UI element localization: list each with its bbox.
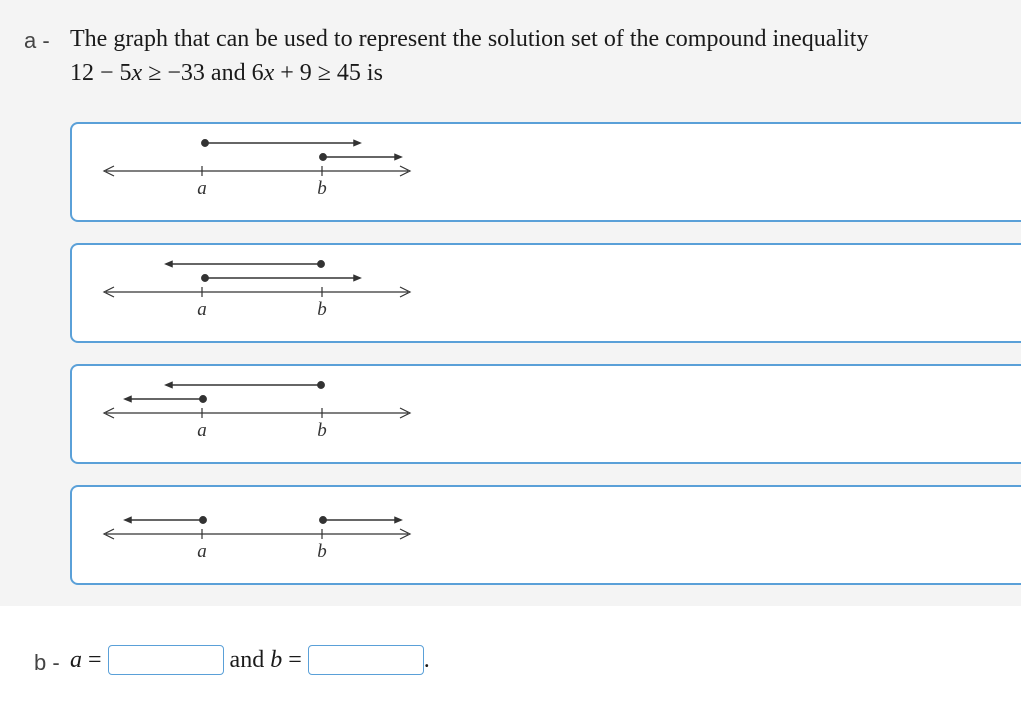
number-line-axis [104, 287, 410, 297]
number-line-graph-a [72, 124, 492, 224]
equals-sign: = [282, 647, 302, 673]
solution-ray-2 [320, 517, 401, 523]
part-a-marker: a - [24, 28, 50, 53]
choice-a[interactable] [70, 122, 1021, 222]
inequality-1-right: ≥ −33 and 6 [142, 60, 264, 86]
solution-ray-2 [320, 154, 401, 160]
solution-ray-2 [125, 396, 206, 402]
choice-c[interactable] [70, 364, 1021, 464]
question-text-line-1: The graph that can be used to represent the solution set of the compound inequality [70, 26, 869, 52]
solution-ray-1 [166, 382, 324, 388]
variable-x: x [131, 60, 143, 86]
answer-label-b [270, 645, 302, 675]
answer-a-input[interactable] [108, 645, 224, 675]
number-line-axis [104, 166, 410, 176]
number-line-axis [104, 529, 410, 539]
choice-b[interactable] [70, 243, 1021, 343]
point-label-a: a [197, 178, 207, 199]
point-label-a: a [197, 541, 207, 562]
part-b-answer-line [70, 645, 430, 675]
variable-a: a [70, 647, 82, 673]
question-text-line-2 [70, 58, 383, 88]
answer-label-a [70, 645, 102, 675]
solution-ray-1 [202, 140, 360, 146]
part-b-marker: b - [34, 650, 60, 675]
point-label-b: b [317, 420, 327, 441]
solution-ray-1 [125, 517, 206, 523]
number-line-axis [104, 408, 410, 418]
point-label-a: a [197, 299, 207, 320]
inequality-2-right: + 9 ≥ 45 is [274, 60, 383, 86]
solution-ray-2 [202, 275, 360, 281]
point-label-b: b [317, 541, 327, 562]
number-line-graph-c [72, 366, 492, 466]
point-label-b: b [317, 178, 327, 199]
and-text: and [229, 647, 265, 673]
variable-b: b [270, 647, 283, 673]
point-label-a: a [197, 420, 207, 441]
answer-b-input[interactable] [308, 645, 424, 675]
equals-sign: = [82, 647, 102, 673]
number-line-graph-b [72, 245, 492, 345]
period: . [423, 647, 430, 673]
solution-ray-1 [166, 261, 324, 267]
point-label-b: b [317, 299, 327, 320]
number-line-graph-d [72, 487, 492, 587]
inequality-1-left: 12 − 5 [70, 60, 132, 86]
choice-d[interactable] [70, 485, 1021, 585]
variable-x: x [263, 60, 275, 86]
